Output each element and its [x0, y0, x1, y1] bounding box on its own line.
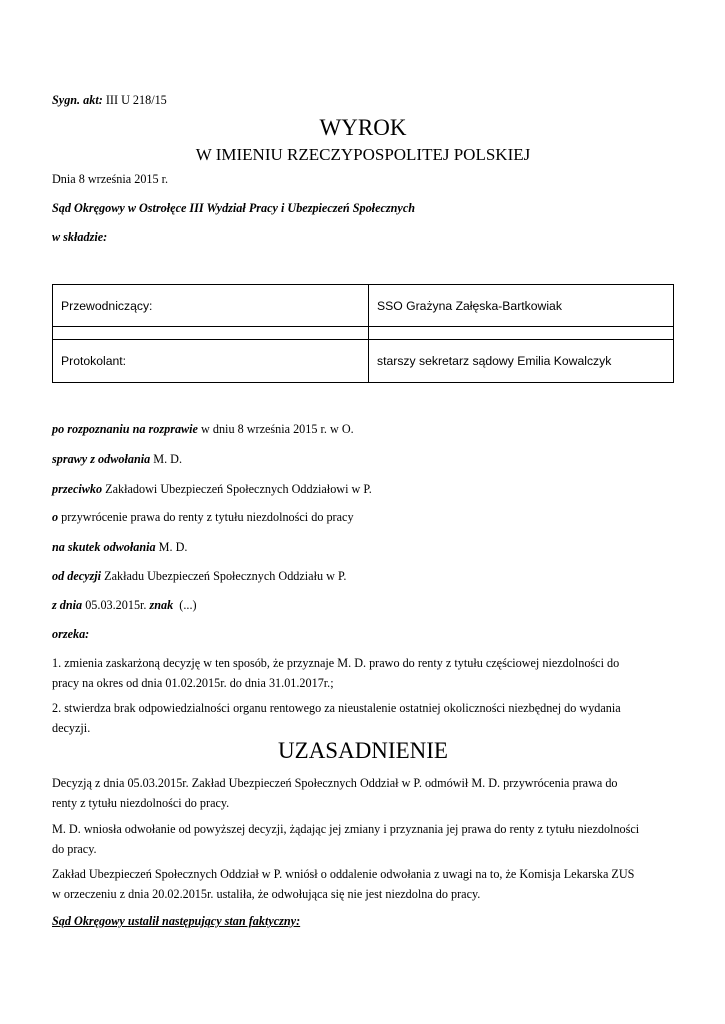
case-signature	[52, 93, 167, 108]
sign-text: (...)	[179, 598, 197, 612]
justification-title: UZASADNIENIE	[278, 738, 448, 763]
ruling-label: orzeka:	[52, 627, 90, 641]
against-text: Zakładowi Ubezpieczeń Społecznych Oddziałowi w P.	[105, 482, 372, 496]
justification-line: Decyzją z dnia 05.03.2015r. Zakład Ubezpieczeń Społecznych Oddział w P. odmówił M. D. przywrócenia prawa do	[52, 776, 618, 790]
hearing-label: po rozpoznaniu na rozprawie	[52, 422, 198, 436]
justification-line: Zakład Ubezpieczeń Społecznych Oddział w P. wniósł o oddalenie odwołania z uwagi na to, że Komisja Lekarska ZUS	[52, 867, 635, 881]
composition-label: w składzie:	[52, 230, 108, 244]
justification-line: renty z tytułu niezdolności do pracy.	[52, 795, 230, 810]
document-subtitle: W IMIENIU RZECZYPOSPOLITEJ POLSKIEJ	[195, 145, 531, 164]
facts-heading: Sąd Okręgowy ustalił następujący stan faktyczny:	[52, 914, 301, 928]
decision-date-line	[52, 598, 197, 613]
appeal-text: M. D.	[153, 452, 183, 466]
document-title: WYROK	[319, 115, 407, 140]
decision-label: od decyzji	[52, 569, 102, 583]
decision-line	[52, 569, 346, 584]
justification-line: do pracy.	[52, 841, 97, 856]
hearing-text: w dniu 8 września 2015 r. w O.	[201, 422, 354, 436]
decision-date-label: z dnia	[52, 598, 83, 612]
panel-spacer-cell	[53, 327, 369, 340]
justification-paragraph	[52, 822, 674, 856]
against-line	[52, 482, 372, 497]
ruling-point-2-line: decyzji.	[52, 720, 91, 735]
case-signature-label: Sygn. akt:	[52, 93, 103, 107]
against-label: przeciwko	[52, 482, 103, 496]
panel-person-cell: starszy sekretarz sądowy Emilia Kowalczyk	[369, 340, 674, 383]
panel-role-cell: Protokolant:	[53, 340, 369, 383]
sign-label: znak	[149, 598, 174, 612]
subject-text: przywrócenie prawa do renty z tytułu niezdolności do pracy	[61, 510, 354, 524]
court-name: Sąd Okręgowy w Ostrołęce III Wydział Pracy i Ubezpieczeń Społecznych	[52, 201, 416, 215]
subject-line	[52, 510, 354, 525]
table-row	[53, 285, 674, 327]
decision-date-text: 05.03.2015r.	[85, 598, 147, 612]
ruling-point-1-line: 1. zmienia zaskarżoną decyzję w ten sposób, że przyznaje M. D. prawo do renty z tytułu częściowej niezdolności do	[52, 656, 620, 670]
decision-text: Zakładu Ubezpieczeń Społecznych Oddziału w P.	[104, 569, 347, 583]
appeal-label: sprawy z odwołania	[52, 452, 151, 466]
subject-label: o	[52, 510, 59, 524]
appeal-line	[52, 452, 182, 467]
justification-paragraph	[52, 776, 674, 810]
court-panel-table	[52, 284, 674, 383]
ruling-point-2	[52, 701, 674, 735]
judgment-date: Dnia 8 września 2015 r.	[52, 172, 169, 186]
panel-role-cell: Przewodniczący:	[53, 285, 369, 327]
ruling-point-1-line: pracy na okres od dnia 01.02.2015r. do dnia 31.01.2017r.;	[52, 675, 334, 690]
table-row-spacer	[53, 327, 674, 340]
justification-line: M. D. wniosła odwołanie od powyższej decyzji, żądając jej zmiany i przyznania jej prawa do renty z tytułu niezdolności	[52, 822, 640, 836]
ruling-point-1	[52, 656, 674, 690]
panel-person-cell: SSO Grażyna Załęska-Bartkowiak	[369, 285, 674, 327]
justification-paragraph	[52, 867, 674, 901]
case-signature-value: III U 218/15	[105, 93, 167, 107]
panel-spacer-cell	[369, 327, 674, 340]
result-line	[52, 540, 187, 555]
justification-line: w orzeczeniu z dnia 20.02.2015r. ustaliła, że odwołująca się nie jest niezdolna do pracy.	[52, 886, 481, 901]
hearing-line	[52, 422, 354, 437]
result-text: M. D.	[158, 540, 188, 554]
table-row	[53, 340, 674, 383]
result-label: na skutek odwołania	[52, 540, 156, 554]
ruling-point-2-line: 2. stwierdza brak odpowiedzialności organu rentowego za nieustalenie ostatniej okoliczności niezbędnej do wydania	[52, 701, 621, 715]
